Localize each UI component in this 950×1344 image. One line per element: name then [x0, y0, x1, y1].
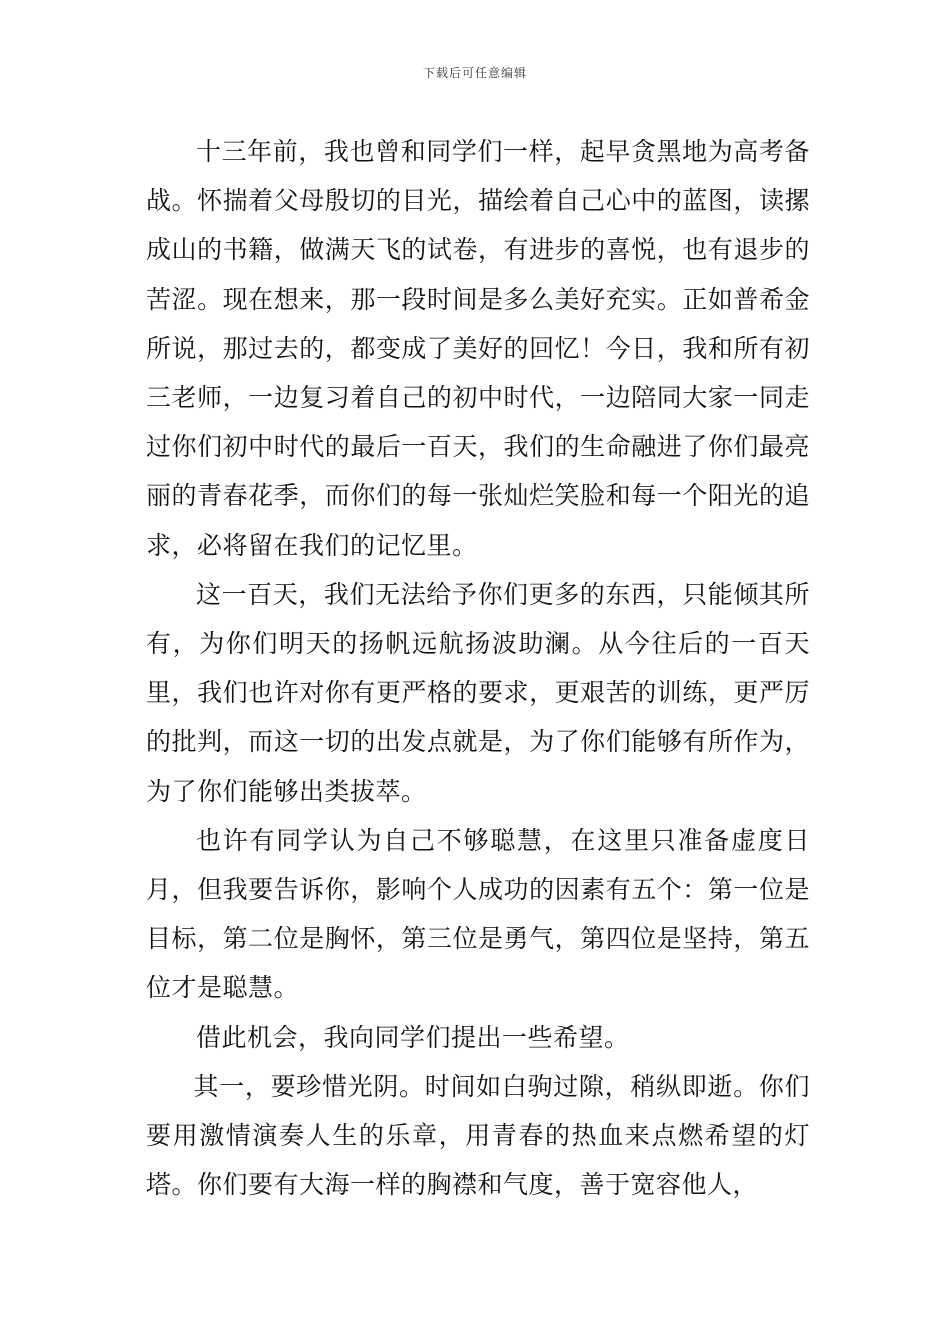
page-header: 下载后可任意编辑: [422, 66, 527, 80]
paragraph-1: 十三年前，我也曾和同学们一样，起早贪黑地为高考备战。怀揣着父母殷切的目光，描绘着自己心中的蓝图，读摞成山的书籍，做满天飞的试卷，有进步的喜悦，也有退步的苦涩。现在想来，那一段时间是多么美好充实。正如普希金所说，那过去的，都变成了美好的回忆！今日，我和所有初三老师，一边复习着自己的初中时代，一边陪同大家一同走过你们初中时代的最后一百天，我们的生命融进了你们最亮丽的青春花季，而你们的每一张灿烂笑脸和每一个阳光的追求，必将留在我们的记忆里。: [146, 137, 810, 560]
paragraph-4: 借此机会，我向同学们提出一些希望。: [196, 1022, 630, 1052]
document-body: [146, 127, 810, 1209]
paragraph-3: 也许有同学认为自己不够聪慧，在这里只准备虚度日月，但我要告诉你，影响个人成功的因素有五个：第一位是目标，第二位是胸怀，第三位是勇气，第四位是坚持，第五位才是聪慧。: [146, 825, 810, 1003]
paragraph-5: 其一，要珍惜光阴。时间如白驹过隙，稍纵即逝。你们要用激情演奏人生的乐章，用青春的热血来点燃希望的灯塔。你们要有大海一样的胸襟和气度，善于宽容他人，: [146, 1071, 810, 1200]
paragraph-2: 这一百天，我们无法给予你们更多的东西，只能倾其所有，为你们明天的扬帆远航扬波助澜。从今往后的一百天里，我们也许对你有更严格的要求，更艰苦的训练，更严厉的批判，而这一切的出发点就是，为了你们能够有所作为，为了你们能够出类拔萃。: [146, 579, 810, 806]
